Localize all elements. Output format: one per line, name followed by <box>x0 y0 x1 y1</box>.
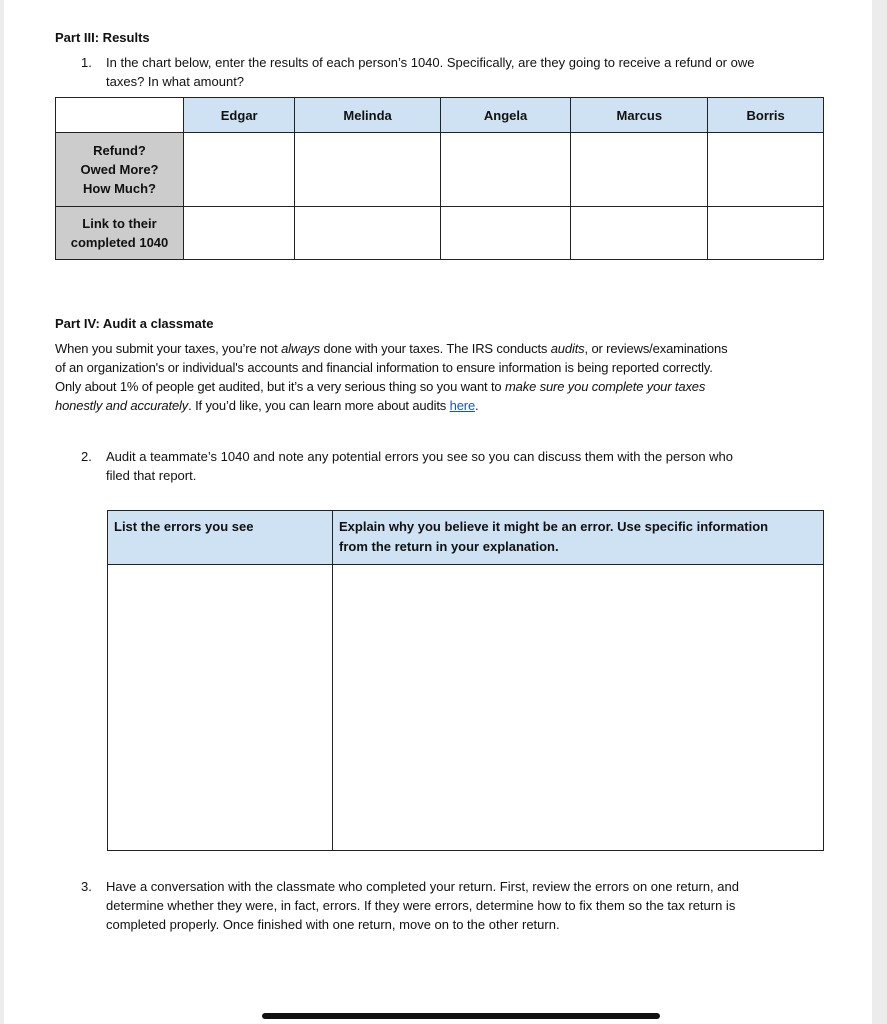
part4-heading: Part IV: Audit a classmate <box>55 316 214 331</box>
link-cell-edgar[interactable] <box>184 207 295 260</box>
part3-heading: Part III: Results <box>55 30 150 45</box>
home-indicator[interactable] <box>262 1013 660 1019</box>
row-header-line: Owed More? <box>80 162 159 177</box>
q2-text-line: Audit a teammate’s 1040 and note any potential errors you see so you can discuss them with the person who <box>106 449 734 464</box>
row-header-line: How Much? <box>83 181 156 196</box>
row-header-line: Refund? <box>93 143 146 158</box>
q1-text-line: taxes? In what amount? <box>106 74 245 89</box>
link-cell-borris[interactable] <box>708 207 824 260</box>
result-cell-melinda[interactable] <box>295 133 440 207</box>
result-cell-marcus[interactable] <box>571 133 708 207</box>
text: When you submit your taxes, you’re not <box>55 341 282 356</box>
errors-cell[interactable] <box>108 565 333 851</box>
q1-text-line: In the chart below, enter the results of each person’s 1040. Specifically, are they going to receive a refund or owe <box>106 55 755 70</box>
q1-number: 1. <box>81 55 92 70</box>
paragraph-line <box>55 396 479 415</box>
q3-text-line: determine whether they were, in fact, errors. If they were errors, determine how to fix them so the tax return is <box>106 898 736 913</box>
q3-text-line: completed properly. Once finished with one return, move on to the other return. <box>106 917 560 932</box>
row-header-line: completed 1040 <box>70 235 169 250</box>
italic-text: always <box>281 341 320 356</box>
row-header-link <box>56 207 184 260</box>
result-cell-angela[interactable] <box>440 133 571 207</box>
paragraph-line: of an organization's or individual's accounts and financial information to ensure information is being reported correctly. <box>55 360 713 375</box>
link-cell-melinda[interactable] <box>295 207 440 260</box>
explanation-cell[interactable] <box>333 565 824 851</box>
errors-column-header: List the errors you see <box>108 511 333 565</box>
column-header: Borris <box>708 98 824 133</box>
paragraph-line <box>55 377 705 396</box>
italic-text: honestly and accurately <box>55 398 189 413</box>
italic-text: make sure you complete your taxes <box>504 379 706 394</box>
link-cell-angela[interactable] <box>440 207 571 260</box>
text: done with your taxes. The IRS conducts <box>319 341 551 356</box>
q3-number: 3. <box>81 879 92 894</box>
audit-table <box>107 510 824 851</box>
row-header-line: Link to their <box>82 216 157 231</box>
column-header: Edgar <box>184 98 295 133</box>
text: , or reviews/examinations <box>584 341 728 356</box>
text: . If you’d like, you can learn more about audits <box>188 398 450 413</box>
audits-link[interactable]: here <box>449 398 476 413</box>
paragraph-line <box>55 339 727 358</box>
results-table <box>55 97 824 260</box>
italic-text: audits <box>550 341 585 356</box>
q2-text-line: filed that report. <box>106 468 197 483</box>
corner-cell <box>56 98 184 133</box>
column-header: Angela <box>440 98 571 133</box>
result-cell-edgar[interactable] <box>184 133 295 207</box>
header-line: from the return in your explanation. <box>339 539 559 554</box>
text: . <box>475 398 479 413</box>
column-header: Melinda <box>295 98 440 133</box>
link-cell-marcus[interactable] <box>571 207 708 260</box>
header-line: Explain why you believe it might be an error. Use specific information <box>339 519 769 534</box>
q3-text-line: Have a conversation with the classmate who completed your return. First, review the errors on one return, and <box>106 879 739 894</box>
q2-number: 2. <box>81 449 92 464</box>
column-header: Marcus <box>571 98 708 133</box>
explanation-column-header <box>333 511 824 565</box>
row-header-refund <box>56 133 184 207</box>
text: Only about 1% of people get audited, but it’s a very serious thing so you want to <box>55 379 505 394</box>
result-cell-borris[interactable] <box>708 133 824 207</box>
